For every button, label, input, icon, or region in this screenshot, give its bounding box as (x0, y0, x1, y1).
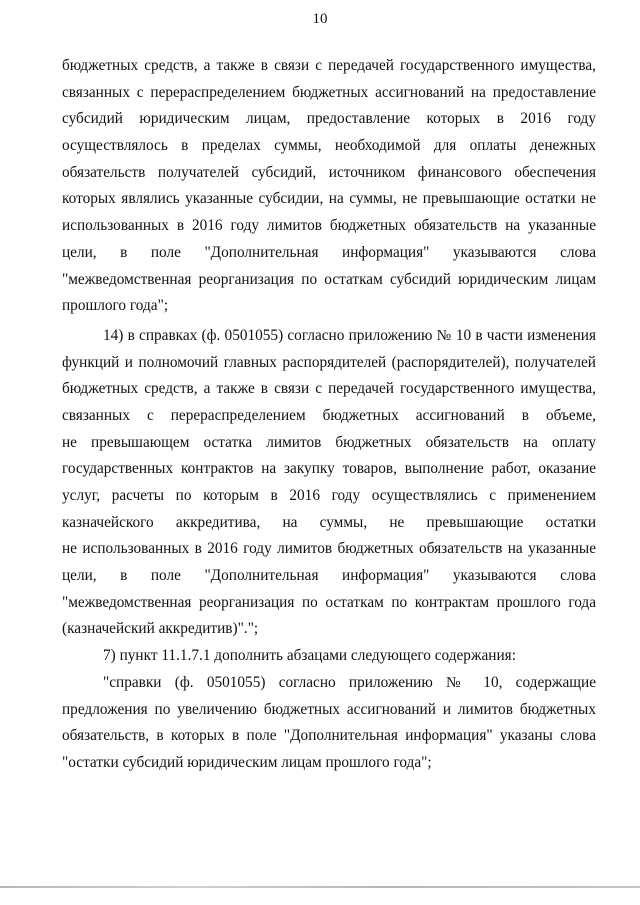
scan-edge-line (0, 886, 640, 888)
text-line: "справки (ф. 0501055) согласно приложению № 10, содержащие (103, 673, 596, 691)
paragraph-quoted-insertion (62, 670, 596, 777)
text-line: бюджетных средств, а также в связи с передачей государственного имущества, (62, 57, 596, 74)
text-line: цели, в поле "Дополнительная информация" указываются слова (62, 243, 596, 261)
text-line: использованных в 2016 году лимитов бюджетных обязательств на указанные (62, 217, 596, 235)
text-line: связанных с перераспределением бюджетных ассигнований на предоставление (62, 83, 596, 101)
text-line: 7) пункт 11.1.7.1 дополнить абзацами следующего содержания: (103, 647, 516, 665)
text-line: бюджетных средств, а также в связи с передачей государственного имущества, (62, 380, 596, 398)
paragraph-item-7 (62, 643, 596, 670)
text-line: осуществлялось в пределах суммы, необходимой для оплаты денежных (62, 137, 596, 155)
text-line: функций и полномочий главных распорядителей (распорядителей), получателей (62, 353, 596, 371)
page-number: 10 (312, 11, 328, 27)
text-line: не превышающем остатка лимитов бюджетных обязательств на оплату (62, 433, 596, 451)
text-line: "межведомственная реорганизация по остаткам субсидий юридическим лицам (62, 270, 596, 288)
text-line: обязательств, в которых в поле "Дополнительная информация" указаны слова (62, 727, 596, 745)
document-body (62, 53, 596, 777)
text-line: обязательств получателей субсидий, источником финансового обеспечения (62, 163, 596, 181)
text-line: прошлого года"; (62, 297, 169, 315)
text-line: 14) в справках (ф. 0501055) согласно приложению № 10 в части изменения (103, 326, 596, 344)
paragraph-continuation (62, 53, 596, 320)
text-line: (казначейский аккредитив)"."; (62, 620, 259, 638)
text-line: "остатки субсидий юридическим лицам прошлого года"; (62, 753, 432, 771)
text-line: казначейского аккредитива, на суммы, не превышающие остатки (62, 513, 596, 531)
text-line: не использованных в 2016 году лимитов бюджетных обязательств на указанные (62, 540, 596, 558)
text-line: субсидий юридическим лицам, предоставление которых в 2016 году (62, 110, 596, 128)
text-line: предложения по увеличению бюджетных ассигнований и лимитов бюджетных (62, 700, 596, 718)
text-line: цели, в поле "Дополнительная информация" указываются слова (62, 567, 596, 585)
text-line: государственных контрактов на закупку товаров, выполнение работ, оказание (62, 460, 596, 478)
text-line: которых являлись указанные субсидии, на суммы, не превышающие остатки не (62, 190, 596, 208)
paragraph-item-14 (62, 323, 596, 643)
text-line: услуг, расчеты по которым в 2016 году осуществлялись с применением (62, 487, 596, 504)
text-line: связанных с перераспределением бюджетных ассигнований в объеме, (62, 406, 596, 424)
text-line: "межведомственная реорганизация по остаткам по контрактам прошлого года (62, 593, 596, 611)
